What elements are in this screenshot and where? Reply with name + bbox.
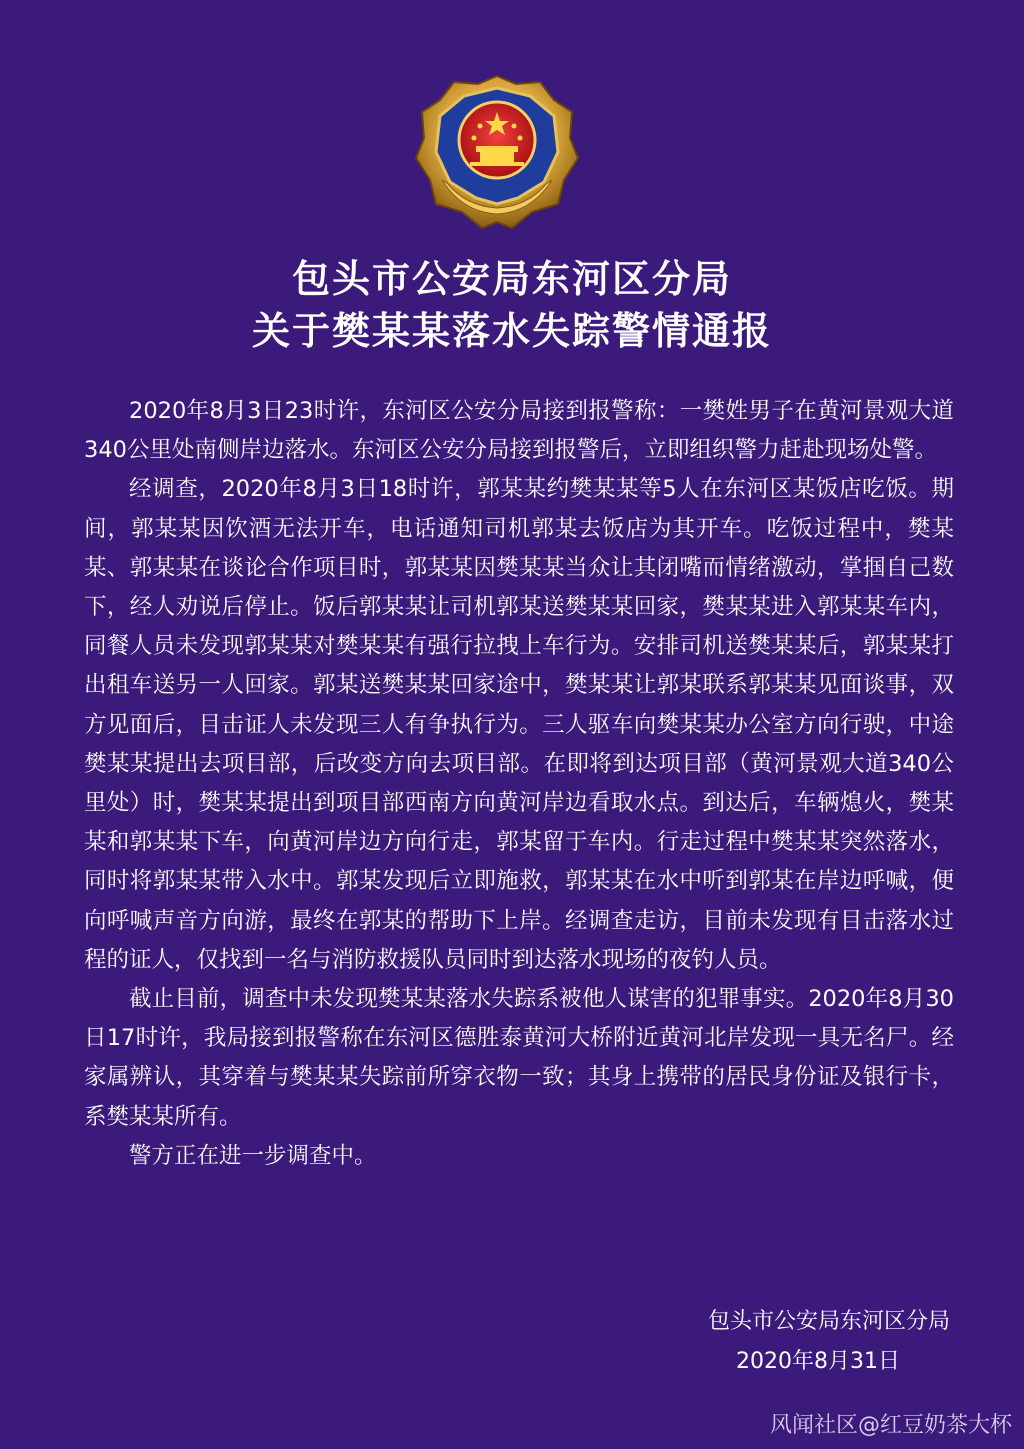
signature-date: 2020年8月31日: [736, 1349, 900, 1374]
paragraph-3: 截止目前，调查中未发现樊某某落水失踪系被他人谋害的犯罪事实。2020年8月30日17时许，我局接到报警称在东河区德胜泰黄河大桥附近黄河北岸发现一具无名尸。经家属辨认，其穿着与樊某某失踪前所穿衣物一致；其身上携带的居民身份证及银行卡，系樊某某所有。: [84, 986, 954, 1130]
paragraph-2: 经调查，2020年8月3日18时许，郭某某约樊某某等5人在东河区某饭店吃饭。期间，郭某某因饮酒无法开车，电话通知司机郭某去饭店为其开车。吃饭过程中，樊某某、郭某某在谈论合作项目时，郭某某因樊某某当众让其闭嘴而情绪激动，掌掴自己数下，经人劝说后停止。饭后郭某某让司机郭某送樊某某回家，樊某某进入郭某某车内，同餐人员未发现郭某某对樊某某有强行拉拽上车行为。安排司机送樊某某后，郭某某打出租车送另一人回家。郭某送樊某某回家途中，樊某某让郭某联系郭某某见面谈事，双方见面后，目击证人未发现三人有争执行为。三人驱车向樊某某办公室方向行驶，中途樊某某提出去项目部，后改变方向去项目部。在即将到达项目部（黄河景观大道340公里处）时，樊某某提出到项目部西南方向黄河岸边看取水点。到达后，车辆熄火，樊某某和郭某某下车，向黄河岸边方向行走，郭某留于车内。行走过程中樊某某突然落水，同时将郭某某带入水中。郭某发现后立即施救，郭某某在水中听到郭某在岸边呼喊，便向呼喊声音方向游，最终在郭某的帮助下上岸。经调查走访，目前未发现有目击落水过程的证人，仅找到一名与消防救援队员同时到达落水现场的夜钓人员。: [84, 476, 954, 973]
paragraph-4: 警方正在进一步调查中。: [129, 1142, 377, 1169]
document-title-line2: 关于樊某某落水失踪警情通报: [251, 309, 772, 353]
signature-organization: 包头市公安局东河区分局: [707, 1309, 950, 1334]
document-body: [84, 392, 954, 1176]
police-emblem-icon: [412, 72, 582, 232]
signature-block: [708, 1302, 950, 1382]
paragraph-1: 2020年8月3日23时许，东河区公安分局接到报警称：一樊姓男子在黄河景观大道340公里处南侧岸边落水。东河区公安分局接到报警后，立即组织警力赶赴现场处警。: [84, 398, 954, 464]
watermark: 风闻社区@红豆奶茶大杯: [769, 1413, 1012, 1438]
document-title-line1: 包头市公安局东河区分局: [291, 257, 732, 301]
